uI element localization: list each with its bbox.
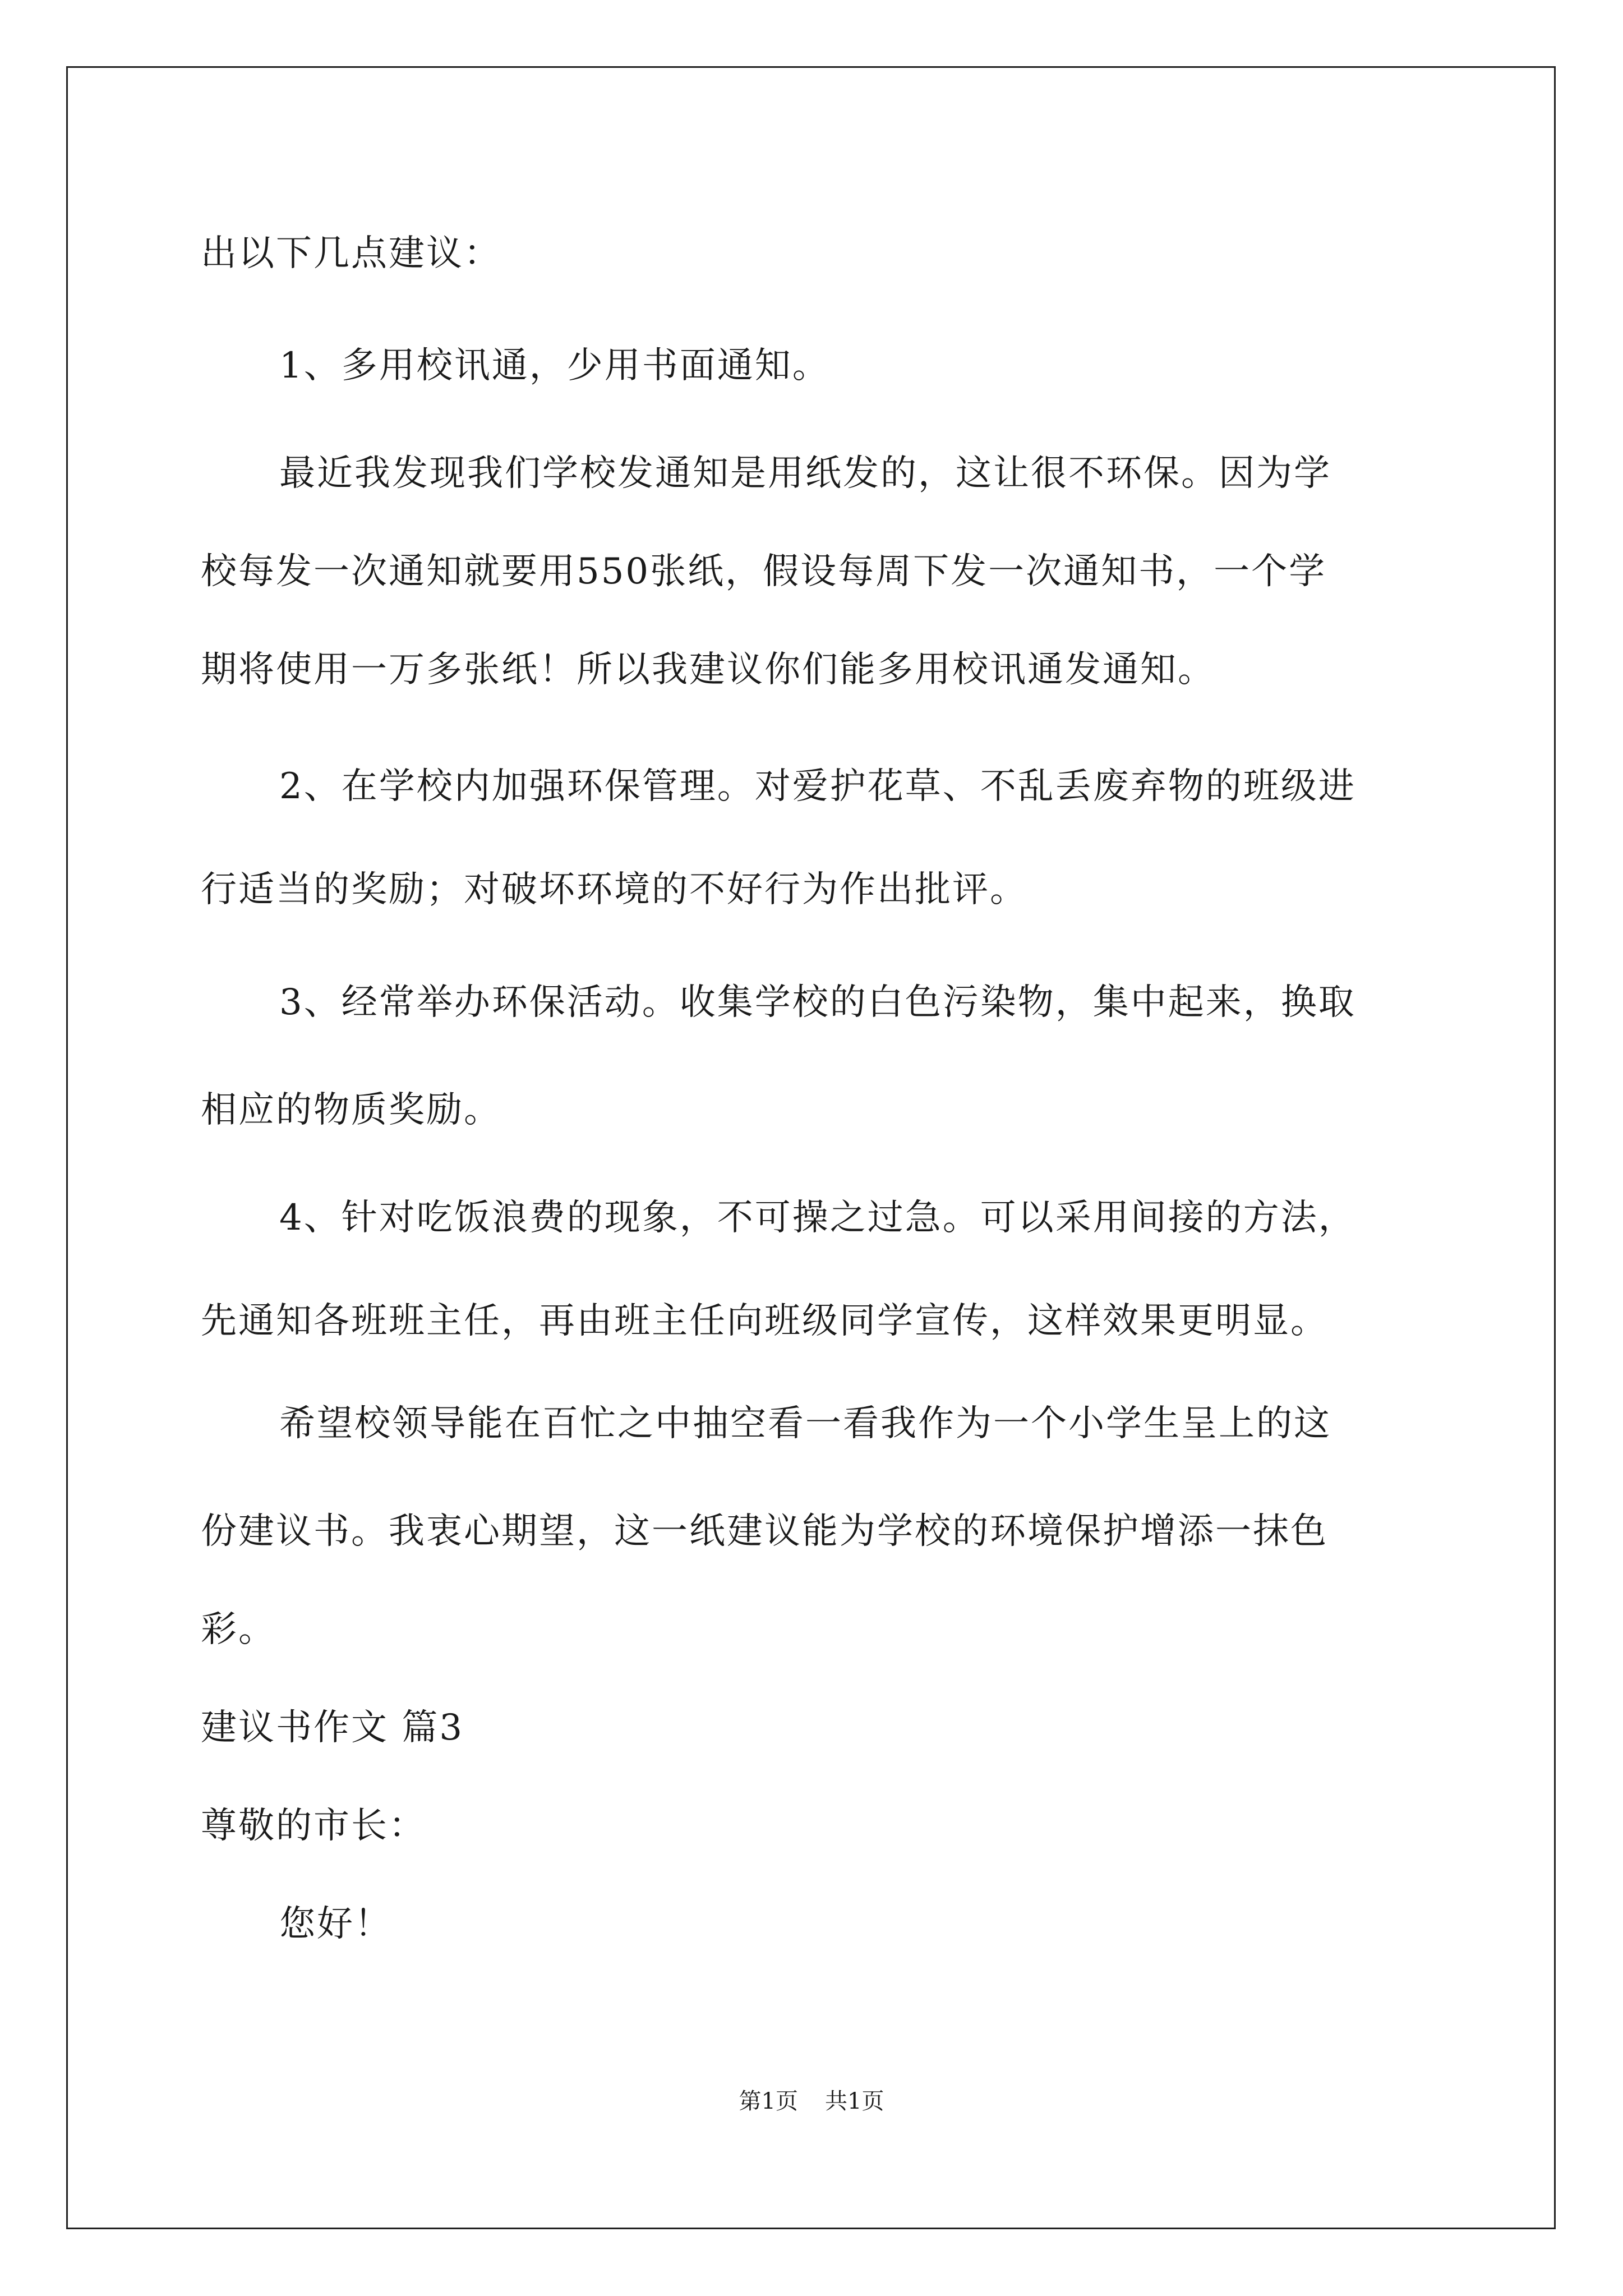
page-footer bbox=[0, 2087, 1623, 2115]
suggestion-heading-3: 3、经常举办环保活动。收集学校的白色污染物，集中起来，换取 bbox=[279, 982, 1356, 1023]
page-total: 共1页 bbox=[825, 2088, 884, 2114]
greeting: 您好！ bbox=[279, 1903, 392, 1945]
paragraph-line: 相应的物质奖励。 bbox=[201, 1089, 501, 1131]
paragraph-line: 最近我发现我们学校发通知是用纸发的，这让很不环保。因为学 bbox=[279, 453, 1331, 494]
paragraph-line: 校每发一次通知就要用550张纸，假设每周下发一次通知书，一个学 bbox=[201, 551, 1327, 592]
salutation: 尊敬的市长： bbox=[201, 1805, 426, 1847]
paragraph-line: 期将使用一万多张纸！所以我建议你们能多用校讯通发通知。 bbox=[201, 649, 1215, 691]
suggestion-heading-2: 2、在学校内加强环保管理。对爱护花草、不乱丢废弃物的班级进 bbox=[279, 766, 1356, 807]
text-line: 出以下几点建议： bbox=[201, 233, 501, 274]
paragraph-line: 份建议书。我衷心期望，这一纸建议能为学校的环境保护增添一抹色 bbox=[201, 1511, 1328, 1552]
page-number: 第1页 bbox=[739, 2088, 798, 2114]
suggestion-heading-4: 4、针对吃饭浪费的现象，不可操之过急。可以采用间接的方法， bbox=[279, 1197, 1356, 1239]
section-title: 建议书作文 篇3 bbox=[201, 1707, 464, 1749]
paragraph-line: 彩。 bbox=[201, 1609, 276, 1650]
paragraph-line: 行适当的奖励；对破坏环境的不好行为作出批评。 bbox=[201, 869, 1027, 910]
suggestion-heading-1: 1、多用校讯通，少用书面通知。 bbox=[279, 345, 830, 386]
paragraph-line: 希望校领导能在百忙之中抽空看一看我作为一个小学生呈上的这 bbox=[279, 1403, 1331, 1444]
paragraph-line: 先通知各班班主任，再由班主任向班级同学宣传，这样效果更明显。 bbox=[201, 1300, 1328, 1342]
